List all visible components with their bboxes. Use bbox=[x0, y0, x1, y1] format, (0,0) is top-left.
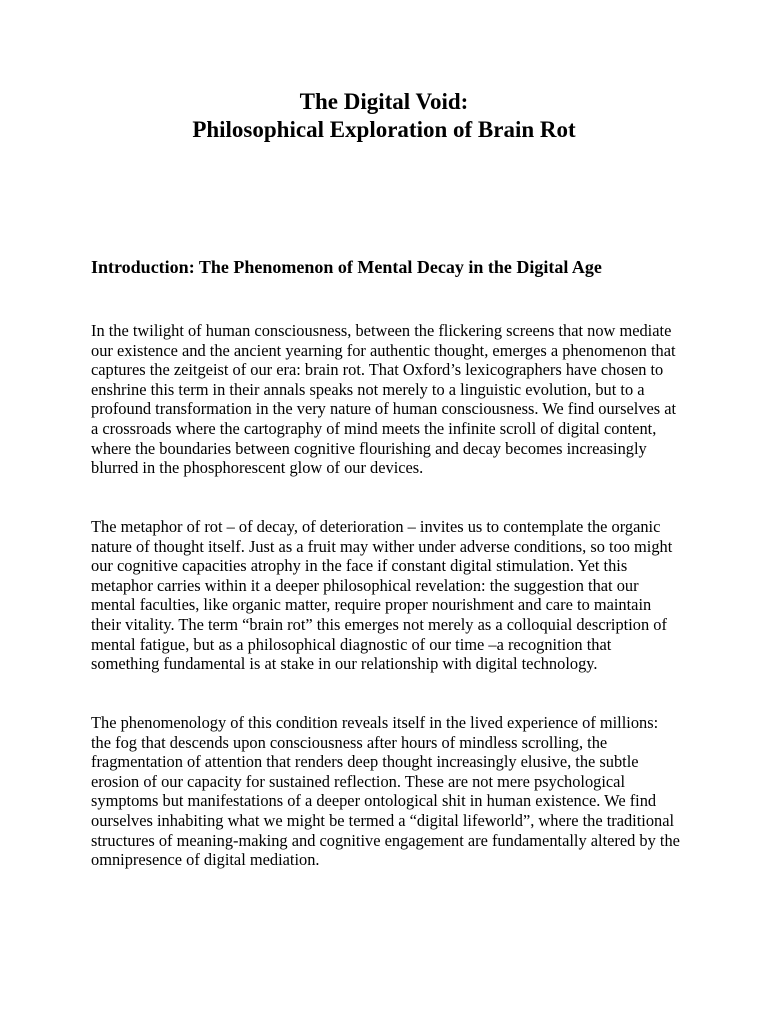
paragraph-3: The phenomenology of this condition reveals itself in the lived experience of millions: the fog that descends upon consciousness after hours of mindless scrolling, the fragmentation of attention that renders deep thought increasingly elusive, the subtle erosion of our capacity for sustained reflection. These are not mere psychological symptoms but manifestations of a deeper ontological shit in human existence. We find ourselves inhabiting what we might be termed a “digital lifeworld”, where the traditional structures of meaning-making and cognitive engagement are fundamentally altered by the omnipresence of digital mediation. bbox=[91, 713, 680, 870]
title-line-1: The Digital Void: bbox=[299, 89, 469, 114]
paragraph-1: In the twilight of human consciousness, between the flickering screens that now mediate our existence and the ancient yearning for authentic thought, emerges a phenomenon that captures the zeitgeist of our era: brain rot. That Oxford’s lexicographers have chosen to enshrine this term in their annals speaks not merely to a linguistic evolution, but to a profound transformation in the very nature of human consciousness. We find ourselves at a crossroads where the cartography of mind meets the infinite scroll of digital content, where the boundaries between cognitive flourishing and decay becomes increasingly blurred in the phosphorescent glow of our devices. bbox=[91, 321, 677, 478]
document-title bbox=[0, 88, 768, 144]
title-line-2: Philosophical Exploration of Brain Rot bbox=[192, 117, 576, 142]
section-heading: Introduction: The Phenomenon of Mental Decay in the Digital Age bbox=[91, 257, 602, 277]
paragraph-2: The metaphor of rot – of decay, of deterioration – invites us to contemplate the organic nature of thought itself. Just as a fruit may wither under adverse conditions, so too might our cognitive capacities atrophy in the face if constant digital stimulation. Yet this metaphor carries within it a deeper philosophical revelation: the suggestion that our mental faculties, like organic matter, require proper nourishment and care to maintain their vitality. The term “brain rot” this emerges not merely as a colloquial description of mental fatigue, but as a philosophical diagnostic of our time –a recognition that something fundamental is at stake in our relationship with digital technology. bbox=[91, 517, 673, 674]
